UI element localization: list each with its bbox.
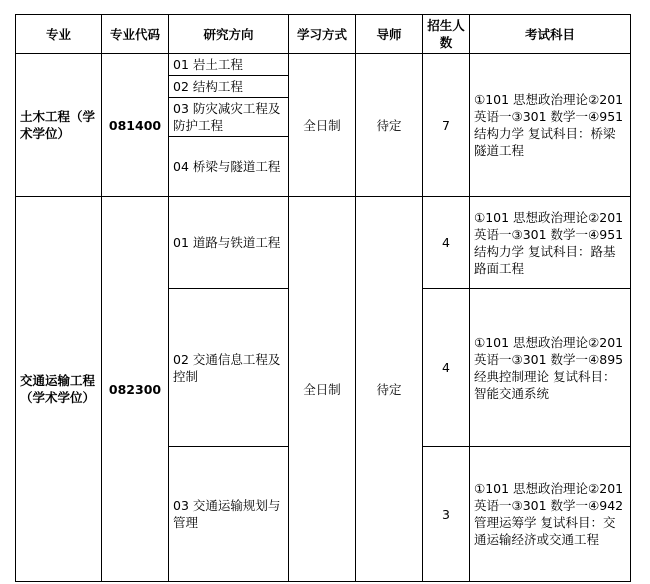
quota-cell: 7 — [423, 54, 470, 197]
direction-cell: 01 岩土工程 — [169, 54, 289, 76]
quota-cell: 4 — [423, 197, 470, 289]
subjects-cell: ①101 思想政治理论②201 英语一③301 数学一④951 结构力学 复试科目：路基路面工程 — [470, 197, 631, 289]
direction-cell: 04 桥梁与隧道工程 — [169, 137, 289, 197]
major-cell: 交通运输工程（学术学位） — [16, 197, 102, 582]
major-cell: 土木工程（学术学位） — [16, 54, 102, 197]
admission-table — [15, 14, 631, 582]
header-advisor: 导师 — [356, 15, 423, 54]
quota-cell: 3 — [423, 447, 470, 582]
direction-cell: 02 结构工程 — [169, 76, 289, 98]
header-row — [16, 15, 631, 54]
code-cell: 081400 — [102, 54, 169, 197]
subjects-cell: ①101 思想政治理论②201 英语一③301 数学一④895 经典控制理论 复试科目：智能交通系统 — [470, 289, 631, 447]
header-code: 专业代码 — [102, 15, 169, 54]
code-cell: 082300 — [102, 197, 169, 582]
advisor-cell: 待定 — [356, 197, 423, 582]
direction-cell: 03 交通运输规划与管理 — [169, 447, 289, 582]
mode-cell: 全日制 — [289, 54, 356, 197]
table-row — [16, 54, 631, 76]
header-direction: 研究方向 — [169, 15, 289, 54]
header-subjects: 考试科目 — [470, 15, 631, 54]
subjects-cell: ①101 思想政治理论②201 英语一③301 数学一④942 管理运筹学 复试科目：交通运输经济或交通工程 — [470, 447, 631, 582]
subjects-cell: ①101 思想政治理论②201 英语一③301 数学一④951 结构力学 复试科目：桥梁隧道工程 — [470, 54, 631, 197]
quota-cell: 4 — [423, 289, 470, 447]
direction-cell: 02 交通信息工程及控制 — [169, 289, 289, 447]
header-quota: 招生人数 — [423, 15, 470, 54]
header-mode: 学习方式 — [289, 15, 356, 54]
direction-cell: 01 道路与铁道工程 — [169, 197, 289, 289]
mode-cell: 全日制 — [289, 197, 356, 582]
advisor-cell: 待定 — [356, 54, 423, 197]
header-major: 专业 — [16, 15, 102, 54]
table-row — [16, 197, 631, 289]
direction-cell: 03 防灾减灾工程及防护工程 — [169, 98, 289, 137]
